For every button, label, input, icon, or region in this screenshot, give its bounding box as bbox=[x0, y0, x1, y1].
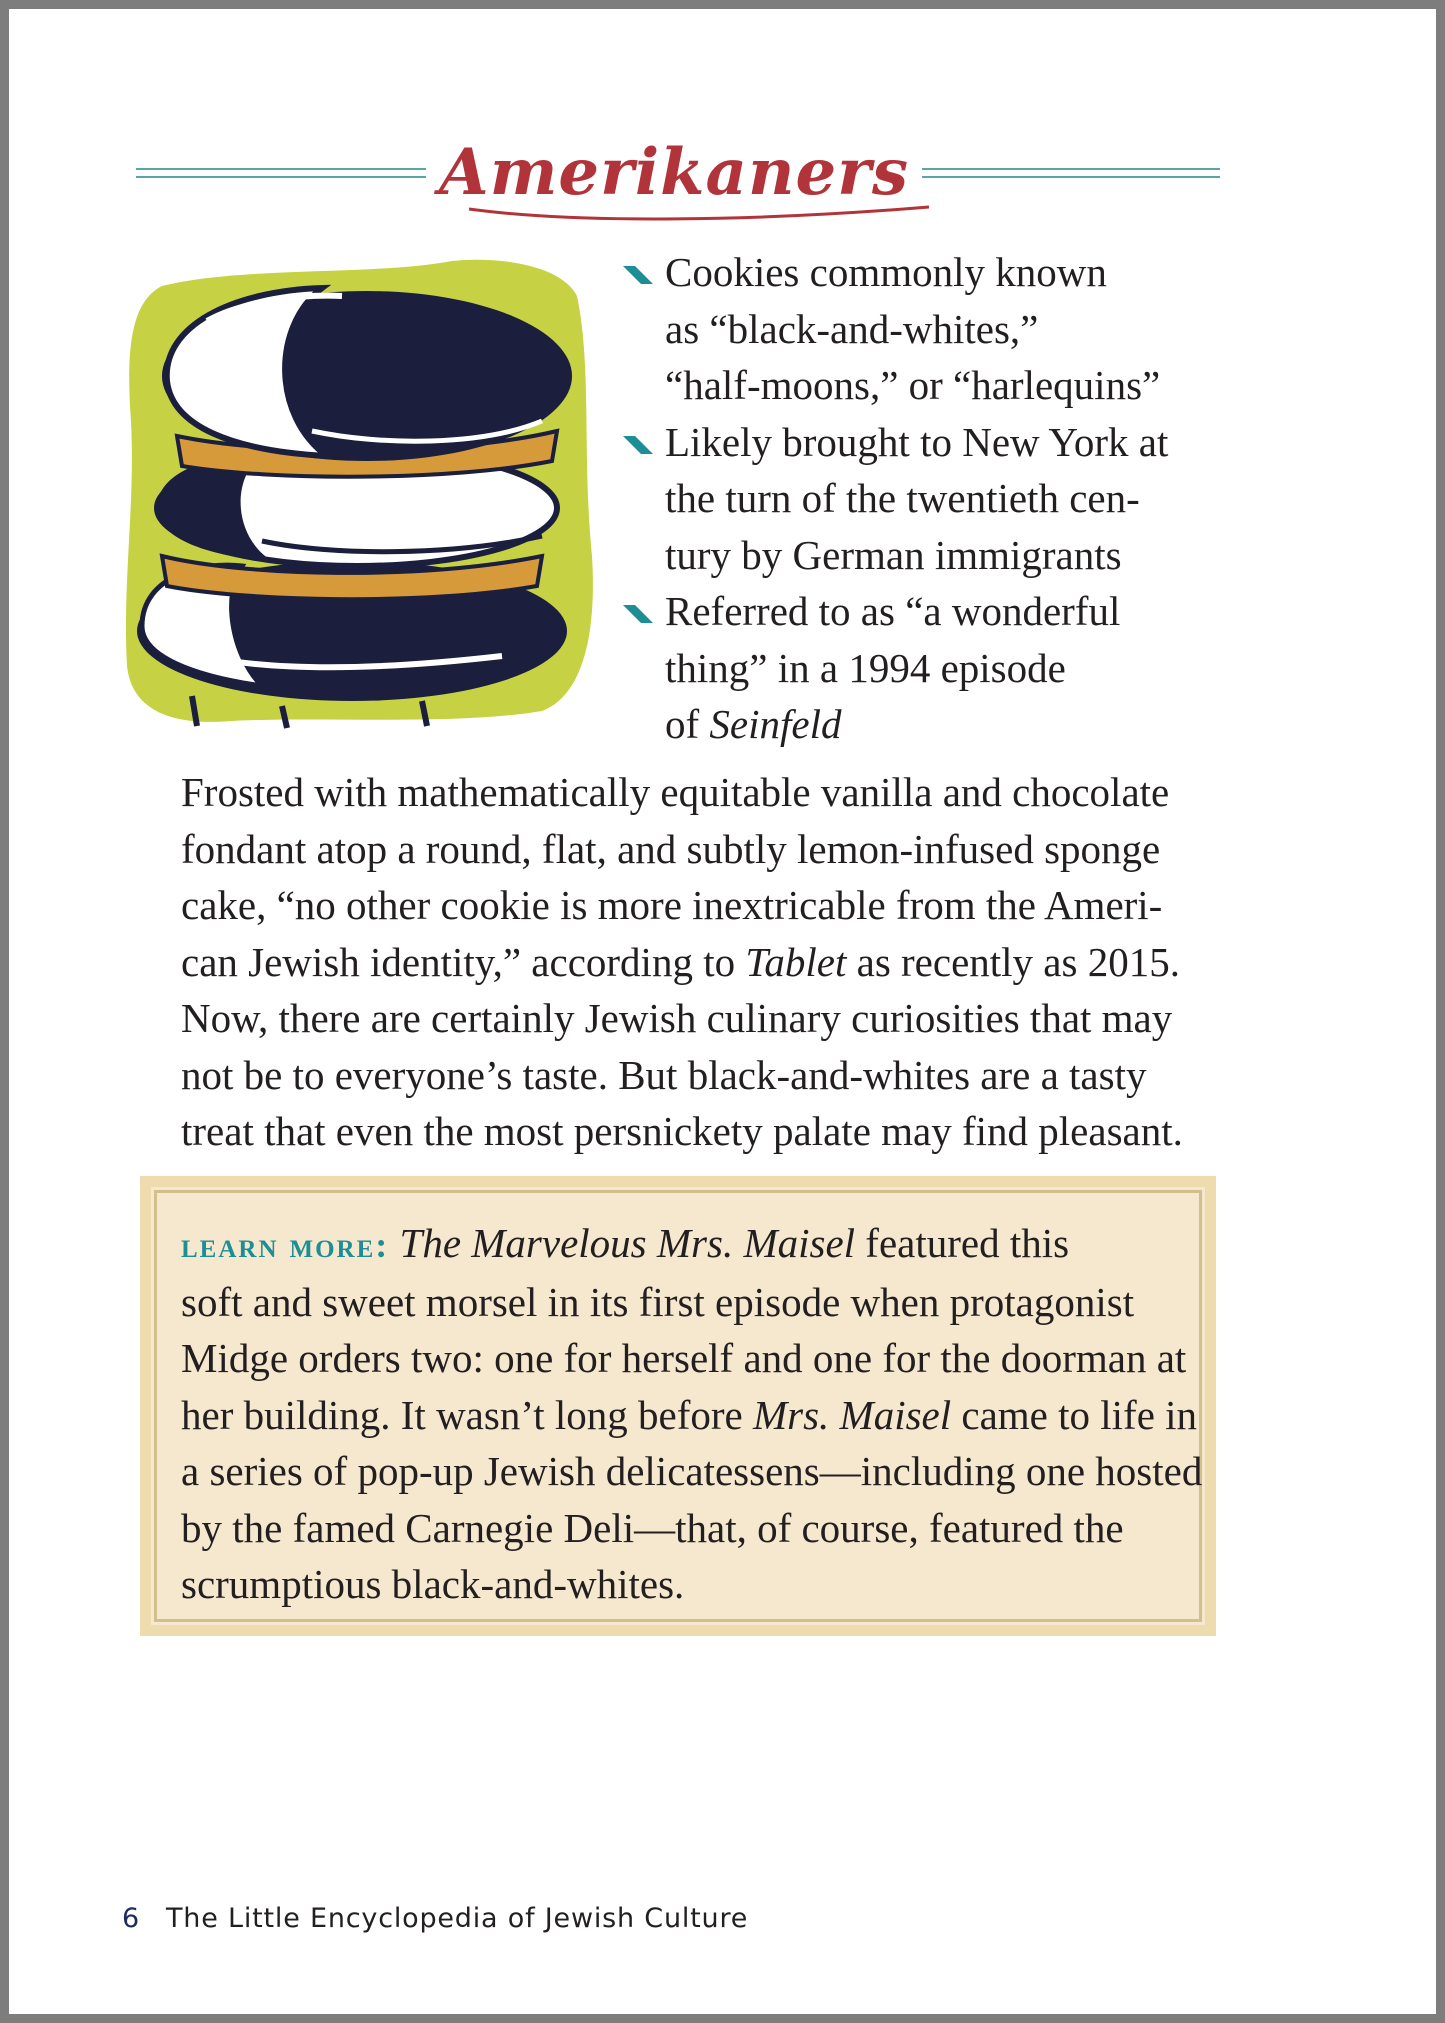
title-swash-flourish bbox=[459, 169, 949, 229]
title-rule-left bbox=[136, 168, 426, 178]
bullet-line: Referred to as “a wonderful bbox=[665, 588, 1121, 634]
learn-line: Midge orders two: one for herself and one for the doorman at bbox=[181, 1335, 1187, 1381]
publication-title-italic: Tablet bbox=[745, 938, 847, 985]
bullet-item bbox=[621, 583, 1261, 753]
body-text: can Jewish identity,” according to bbox=[181, 938, 746, 985]
bullet-line: Likely brought to New York at bbox=[665, 418, 1169, 465]
body-text: as recently as 2015. bbox=[846, 938, 1180, 985]
bullet-line-prefix: of bbox=[665, 701, 710, 747]
bullet-line: the turn of the twentieth cen- bbox=[665, 475, 1140, 521]
show-title-italic: Seinfeld bbox=[709, 701, 842, 747]
book-page bbox=[9, 9, 1436, 2014]
page-title: Amerikaners bbox=[439, 135, 909, 210]
learn-line: scrumptious black-and-whites. bbox=[181, 1561, 685, 1607]
learn-text-segment: came to life in bbox=[951, 1391, 1198, 1438]
learn-line: by the famed Carnegie Deli—that, of course, featured the bbox=[181, 1504, 1124, 1551]
bullet-line: Cookies commonly known bbox=[665, 249, 1107, 295]
page-footer bbox=[122, 1903, 748, 1934]
learn-text-segment: her building. It wasn’t long before bbox=[181, 1391, 753, 1438]
show-title-italic: The Marvelous Mrs. Maisel bbox=[399, 1220, 856, 1266]
body-line: Now, there are certainly Jewish culinary curiosities that may bbox=[181, 995, 1173, 1041]
learn-more-label: learn more: bbox=[181, 1225, 390, 1265]
teal-bullet-icon bbox=[621, 264, 655, 286]
learn-line: a series of pop-up Jewish delicatessens—including one hosted bbox=[181, 1448, 1203, 1494]
learn-more-text bbox=[181, 1215, 1211, 1613]
body-line: Frosted with mathematically equitable vanilla and chocolate bbox=[181, 769, 1170, 815]
body-line: fondant atop a round, flat, and subtly lemon-infused sponge bbox=[181, 825, 1161, 872]
black-and-white-cookies-icon bbox=[122, 256, 598, 732]
fact-bullet-list bbox=[621, 244, 1261, 753]
learn-text-segment: featured this bbox=[855, 1220, 1070, 1266]
teal-bullet-icon bbox=[621, 603, 655, 625]
body-line: not be to everyone’s taste. But black-and-whites are a tasty bbox=[181, 1051, 1147, 1098]
teal-bullet-icon bbox=[621, 434, 655, 456]
learn-line bbox=[181, 1215, 1211, 1274]
show-title-italic: Mrs. Maisel bbox=[752, 1391, 952, 1438]
title-rule-right bbox=[922, 168, 1220, 178]
learn-line bbox=[181, 1387, 1211, 1444]
bullet-item bbox=[621, 244, 1261, 414]
body-paragraph bbox=[181, 764, 1181, 1160]
bullet-line: tury by German immigrants bbox=[665, 531, 1122, 578]
bullet-line: thing” in a 1994 episode bbox=[665, 644, 1066, 691]
learn-line: soft and sweet morsel in its first episode when protagonist bbox=[181, 1278, 1135, 1325]
running-title: The Little Encyclopedia of Jewish Culture bbox=[165, 1903, 749, 1934]
body-line: cake, “no other cookie is more inextricable from the Ameri- bbox=[181, 882, 1163, 928]
body-line: treat that even the most persnickety palate may find pleasant. bbox=[181, 1108, 1183, 1154]
bullet-line: “half-moons,” or “harlequins” bbox=[665, 362, 1161, 408]
body-line bbox=[181, 934, 1181, 991]
bullet-line: as “black-and-whites,” bbox=[665, 305, 1039, 352]
page-number: 6 bbox=[122, 1903, 140, 1934]
bullet-item bbox=[621, 414, 1261, 584]
